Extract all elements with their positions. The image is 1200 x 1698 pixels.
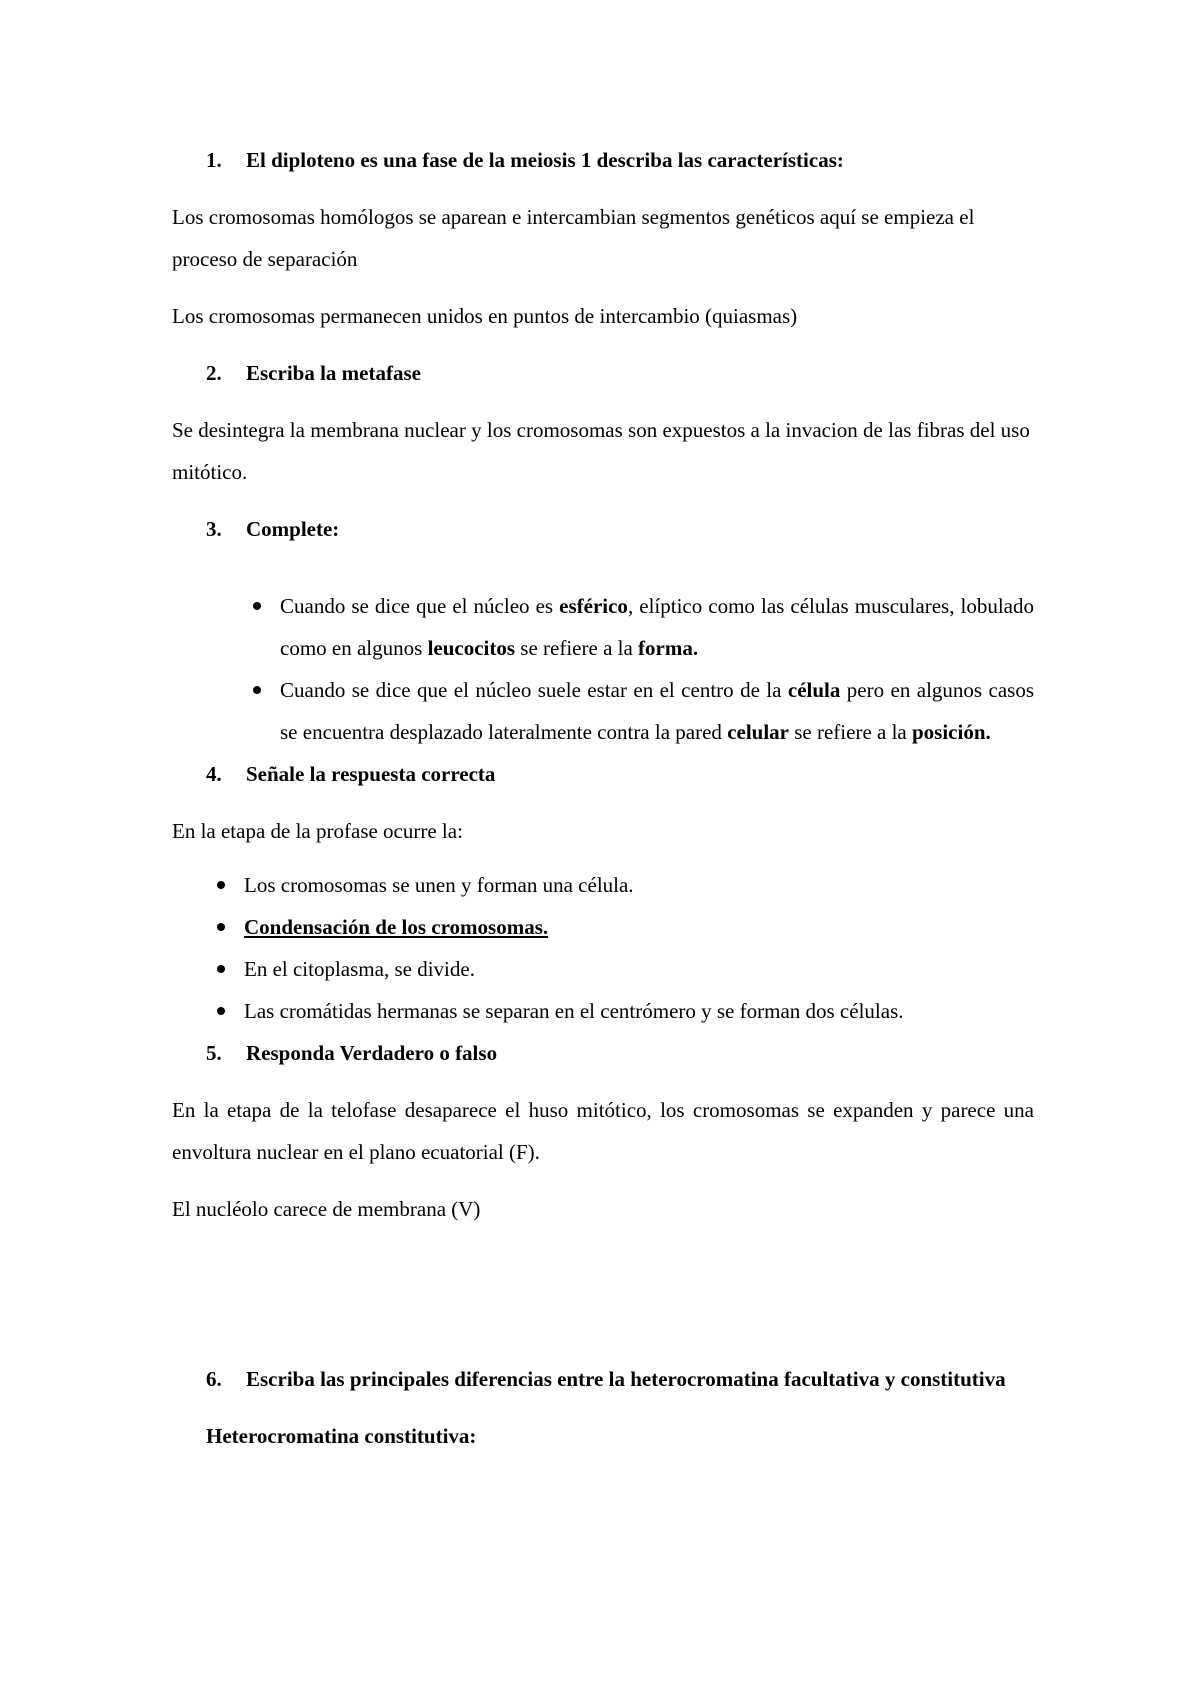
question-number: 3. (206, 517, 222, 541)
question-number: 5. (206, 1041, 222, 1065)
list-item (208, 948, 1034, 990)
q6-subheading: Heterocromatina constitutiva: (206, 1424, 477, 1448)
q4-option-1: Los cromosomas se unen y forman una célula. (244, 873, 634, 897)
question-1-heading (206, 139, 1034, 181)
question-number: 1. (206, 148, 222, 172)
question-title: Responda Verdadero o falso (246, 1041, 498, 1065)
question-5-heading (206, 1032, 1034, 1074)
list-item (208, 906, 1034, 948)
question-number: 2. (206, 361, 222, 385)
q5-paragraph-1: En la etapa de la telofase desaparece el huso mitótico, los cromosomas se expanden y parece una envoltura nuclear en el plano ecuatorial (F). (172, 1098, 1034, 1164)
bullet-icon (208, 948, 244, 990)
bullet-icon (244, 585, 280, 669)
question-title: El diploteno es una fase de la meiosis 1 describa las características: (246, 148, 844, 172)
question-6-heading (206, 1358, 1034, 1400)
question-3-heading (206, 508, 1034, 550)
bullet-icon (208, 990, 244, 1032)
list-item (172, 585, 1034, 669)
list-item (172, 669, 1034, 753)
list-item (208, 864, 1034, 906)
q4-intro: En la etapa de la profase ocurre la: (172, 819, 463, 843)
q1-paragraph-2: Los cromosomas permanecen unidos en puntos de intercambio (quiasmas) (172, 304, 798, 328)
bullet-icon (208, 864, 244, 906)
question-title: Complete: (246, 517, 340, 541)
q4-option-2-correct: Condensación de los cromosomas. (244, 915, 549, 939)
question-4-heading (206, 753, 1034, 795)
q3-bullet-1-text: Cuando se dice que el núcleo es esférico, elíptico como las células musculares, lobulado como en algunos leucocitos se refiere a la forma. (280, 594, 1034, 660)
q4-option-3: En el citoplasma, se divide. (244, 957, 475, 981)
question-title: Escriba las principales diferencias entre la heterocromatina facultativa y constitutiva (246, 1367, 1006, 1391)
q4-option-4: Las cromátidas hermanas se separan en el centrómero y se forman dos células. (244, 999, 904, 1023)
q5-paragraph-2: El nucléolo carece de membrana (V) (172, 1197, 481, 1221)
q1-paragraph-1: Los cromosomas homólogos se aparean e intercambian segmentos genéticos aquí se empieza el proceso de separación (172, 205, 975, 271)
question-title: Señale la respuesta correcta (246, 762, 496, 786)
q2-paragraph-1: Se desintegra la membrana nuclear y los cromosomas son expuestos a la invacion de las fibras del uso mitótico. (172, 418, 1030, 484)
question-number: 6. (206, 1367, 222, 1391)
q3-bullet-2-text: Cuando se dice que el núcleo suele estar en el centro de la célula pero en algunos casos se encuentra desplazado lateralmente contra la pared celular se refiere a la posición. (280, 678, 1034, 744)
bullet-icon (244, 669, 280, 753)
document-content (172, 139, 1034, 1457)
q4-options-list (208, 864, 1034, 1032)
list-item (208, 990, 1034, 1032)
q3-bullet-list (172, 585, 1034, 753)
question-number: 4. (206, 762, 222, 786)
bullet-icon (208, 906, 244, 948)
question-2-heading (206, 352, 1034, 394)
question-title: Escriba la metafase (246, 361, 421, 385)
